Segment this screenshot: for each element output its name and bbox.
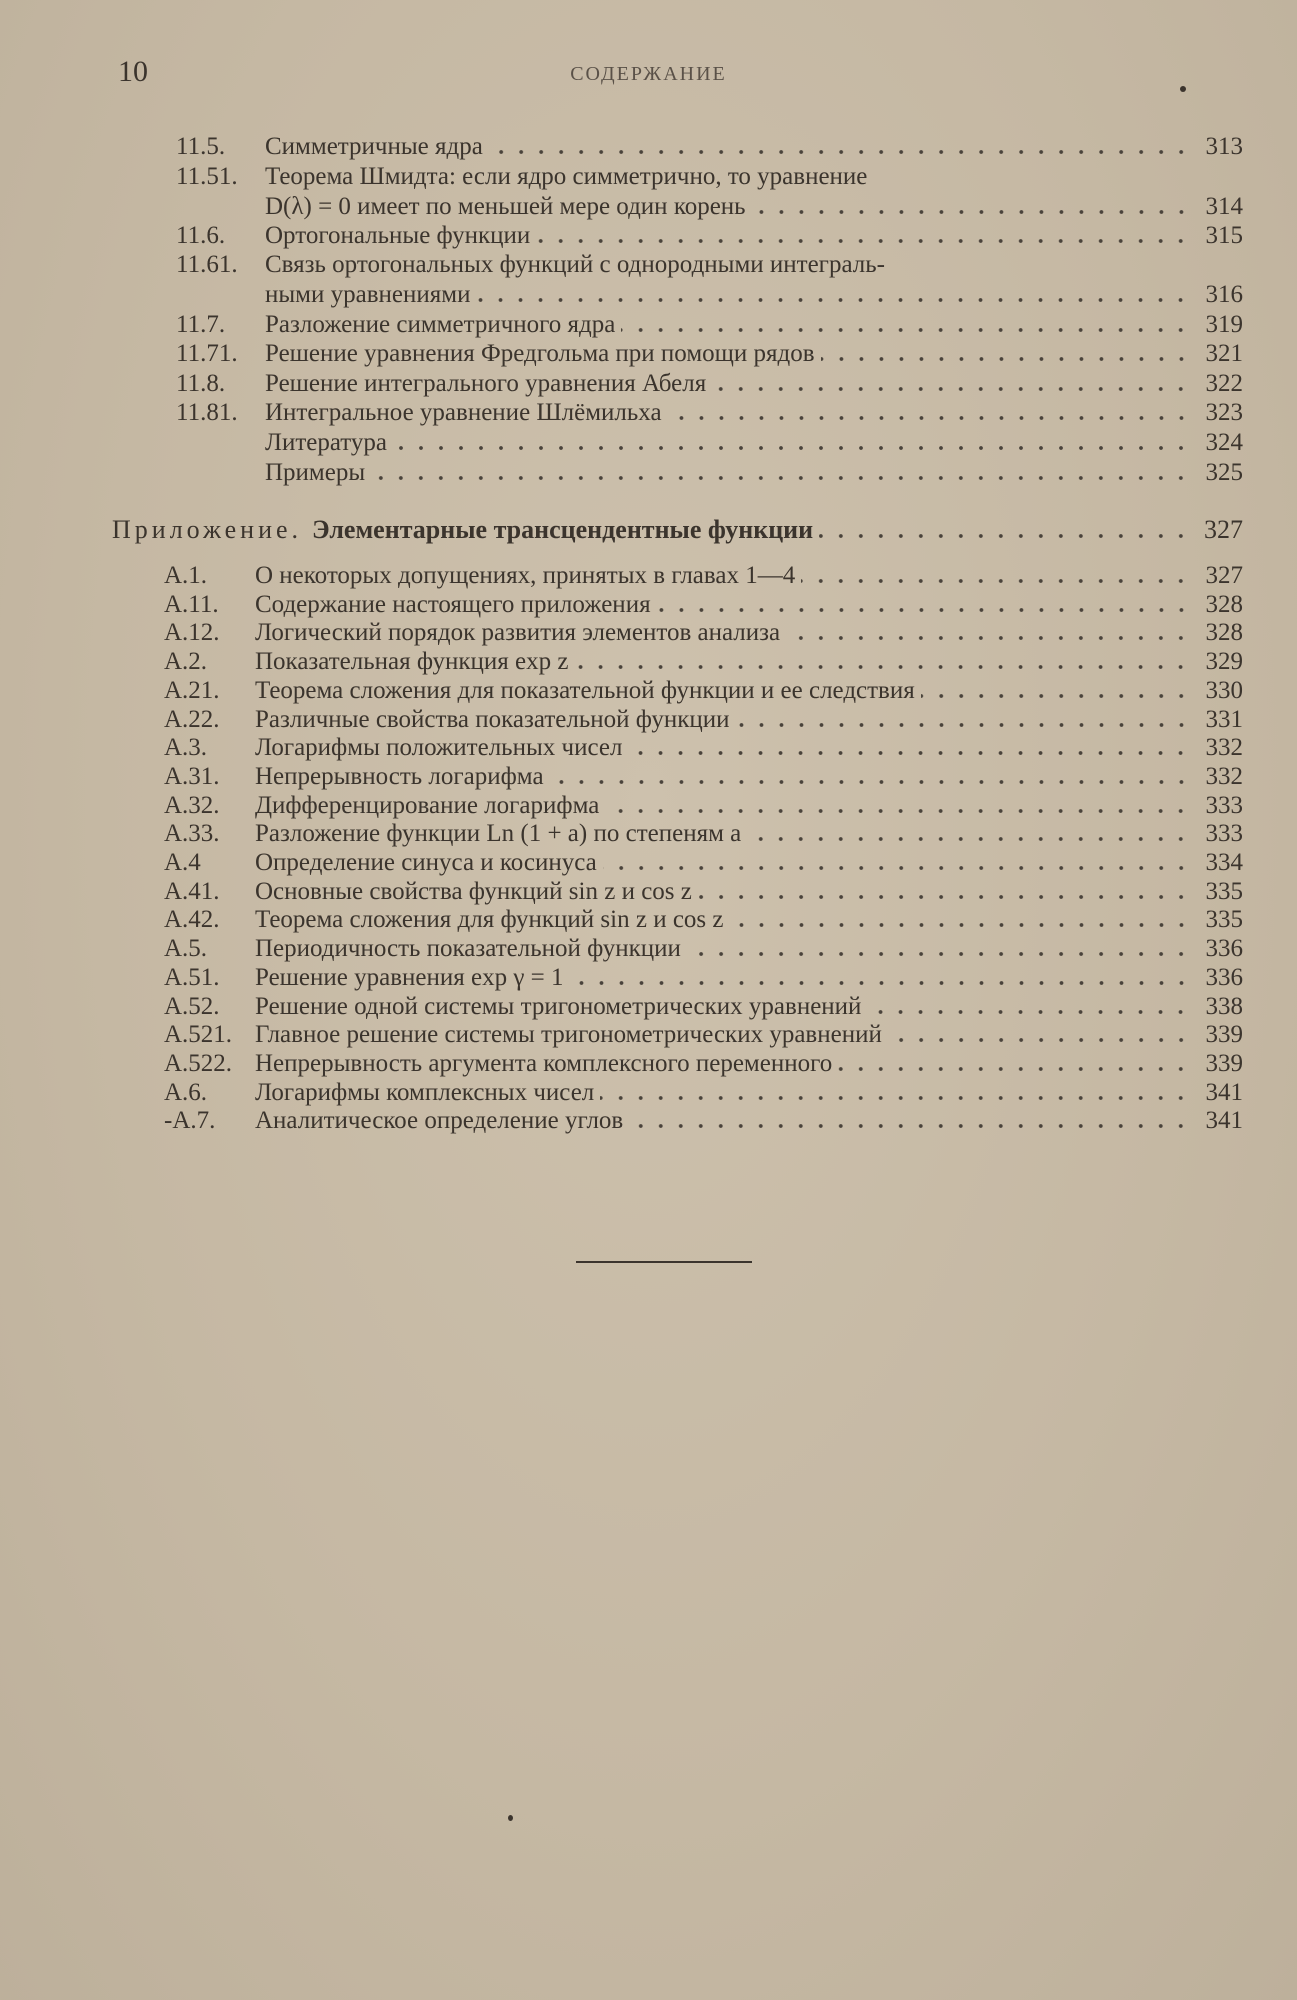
paper-speck — [508, 1815, 513, 1821]
leader-dots — [747, 836, 1191, 842]
toc-entry — [164, 1078, 1243, 1108]
leader-dots — [698, 894, 1191, 900]
entry-title — [265, 398, 1243, 428]
leader-dots — [570, 980, 1192, 986]
entry-page: 328 — [1205, 619, 1243, 647]
entry-title-line — [265, 428, 1243, 458]
entry-number: А.51. — [164, 963, 220, 991]
entry-page: 331 — [1205, 705, 1243, 733]
entry-page: 339 — [1205, 1049, 1243, 1077]
entry-number: А.12. — [164, 619, 220, 647]
appendix-page: 327 — [1204, 515, 1243, 544]
entry-title-text: Периодичность показательной функции — [255, 935, 681, 963]
entry-title-line — [255, 1049, 1243, 1079]
appendix-heading — [112, 514, 1243, 546]
entry-number: 11.81. — [176, 399, 238, 427]
entry-title-line — [255, 647, 1243, 677]
entry-title — [255, 733, 1243, 763]
entry-title — [255, 905, 1243, 935]
entry-title — [265, 132, 1243, 162]
entry-number: А.42. — [164, 906, 220, 934]
leader-dots — [603, 865, 1191, 871]
leader-dots — [687, 951, 1191, 957]
running-header: СОДЕРЖАНИЕ — [570, 63, 727, 85]
entry-title-text: Связь ортогональных функций с однородными интеграль- — [265, 251, 885, 279]
entry-title-text: Логарифмы положительных чисел — [255, 734, 623, 762]
entry-title — [265, 428, 1243, 458]
entry-number: А.522. — [164, 1049, 233, 1077]
entry-title-line — [255, 762, 1243, 792]
leader-dots — [657, 607, 1191, 613]
entry-title-text: Показательная функция exp z — [255, 648, 569, 676]
toc-entry — [164, 992, 1243, 1022]
entry-title — [265, 339, 1243, 369]
leader-dots — [821, 356, 1191, 362]
entry-title-line — [265, 339, 1243, 369]
toc-entry — [164, 963, 1243, 993]
toc-entry — [164, 905, 1243, 935]
entry-title-text: Интегральное уравнение Шлёмильха — [265, 399, 662, 427]
entry-title-line — [255, 733, 1243, 763]
entry-title-text: Решение интегрального уравнения Абеля — [265, 369, 707, 397]
entry-title-line — [265, 192, 1243, 222]
entry-page: 325 — [1205, 458, 1243, 486]
entry-number: 11.8. — [176, 369, 226, 397]
entry-page: 330 — [1205, 676, 1243, 704]
entry-number: А.22. — [164, 705, 220, 733]
leader-dots — [621, 327, 1191, 333]
entry-page: 313 — [1205, 133, 1243, 160]
appendix-title: Элементарные трансцендентные функции — [312, 515, 814, 544]
entry-page: 341 — [1205, 1107, 1243, 1135]
entry-number: А.3. — [164, 734, 208, 762]
leader-dots — [752, 209, 1191, 215]
entry-page: 336 — [1205, 963, 1243, 991]
page-number: 10 — [118, 55, 148, 88]
entry-page: 319 — [1205, 310, 1243, 338]
entry-title — [255, 791, 1243, 821]
entry-title — [255, 762, 1243, 792]
entry-number: 11.51. — [176, 162, 238, 190]
entry-title-text: D(λ) = 0 имеет по меньшей мере один корень — [265, 192, 746, 220]
entry-title-text: Литература — [265, 429, 387, 456]
entry-title-line — [255, 934, 1243, 964]
entry-title — [255, 848, 1243, 878]
entry-title-line — [265, 221, 1243, 251]
entry-page: 341 — [1205, 1078, 1243, 1106]
entry-page: 314 — [1205, 192, 1243, 220]
entry-number: 11.7. — [176, 310, 226, 338]
entry-title — [265, 458, 1243, 488]
entry-number: А.1. — [164, 562, 208, 589]
toc-entry — [164, 676, 1243, 706]
toc-entry — [164, 762, 1243, 792]
entry-title — [255, 877, 1243, 907]
entry-number: А.31. — [164, 762, 220, 790]
leader-dots — [867, 1009, 1191, 1015]
entry-title — [255, 676, 1243, 706]
entry-title-text: Главное решение системы тригонометрических уравнений — [255, 1021, 882, 1049]
leader-dots — [371, 475, 1191, 481]
entry-title — [255, 647, 1243, 677]
entry-title-line — [255, 618, 1243, 648]
entry-title-line — [255, 705, 1243, 735]
entry-number: А.2. — [164, 648, 208, 676]
leader-dots — [921, 693, 1191, 699]
entry-number: А.5. — [164, 935, 208, 963]
entry-title-line — [255, 819, 1243, 849]
entry-page: 334 — [1205, 849, 1243, 876]
entry-page: 327 — [1205, 562, 1243, 589]
entry-title-line — [255, 590, 1243, 620]
entry-page: 332 — [1205, 762, 1243, 790]
entry-page: 339 — [1205, 1021, 1243, 1049]
entry-title — [255, 934, 1243, 964]
entry-title-line — [255, 877, 1243, 907]
entry-title-line — [265, 398, 1243, 428]
toc-entry — [164, 1020, 1243, 1050]
toc-entry — [164, 733, 1243, 763]
entry-title-text: Логический порядок развития элементов анализа — [255, 619, 781, 647]
entry-title-line — [265, 369, 1243, 399]
entry-title-line — [255, 848, 1243, 878]
entry-title-line — [265, 250, 1243, 280]
toc-entry — [164, 819, 1243, 849]
entry-title-text: Теорема Шмидта: если ядро симметрично, то уравнение — [265, 162, 868, 190]
entry-title-text: Непрерывность аргумента комплексного переменного — [255, 1049, 833, 1077]
toc-entry — [164, 934, 1243, 964]
end-rule — [576, 1261, 752, 1263]
entry-title — [255, 1020, 1243, 1050]
entry-page: 336 — [1205, 935, 1243, 963]
entry-title — [255, 590, 1243, 620]
leader-dots — [838, 1066, 1191, 1072]
toc-entry — [164, 590, 1243, 620]
entry-page: 322 — [1205, 369, 1243, 397]
toc-entry — [164, 1049, 1243, 1079]
entry-title-line — [265, 132, 1243, 162]
leader-dots — [888, 1037, 1191, 1043]
toc-entry — [164, 561, 1243, 591]
leader-dots — [550, 779, 1191, 785]
entry-page: 329 — [1205, 648, 1243, 676]
toc-entry — [164, 618, 1243, 648]
entry-title — [255, 1049, 1243, 1079]
entry-title-text: Решение одной системы тригонометрических уравнений — [255, 992, 862, 1020]
entry-title-text: Теорема сложения для функций sin z и cos z — [255, 906, 724, 934]
leader-dots — [600, 1095, 1191, 1101]
entry-number: А.21. — [164, 676, 220, 704]
entry-title-line — [265, 310, 1243, 340]
entry-number: А.52. — [164, 992, 220, 1020]
entry-title-line — [265, 458, 1243, 488]
toc-entry — [164, 647, 1243, 677]
entry-title-text: Содержание настоящего приложения — [255, 590, 651, 618]
entry-page: 335 — [1205, 877, 1243, 905]
toc-entry — [176, 369, 1243, 399]
paper-speck — [1180, 86, 1186, 92]
entry-number: 11.61. — [176, 251, 238, 279]
entry-number: А.521. — [164, 1021, 233, 1049]
entry-title-text: Решение уравнения Фредгольма при помощи рядов — [265, 340, 815, 368]
toc-entry — [176, 398, 1243, 428]
toc-entry — [176, 132, 1243, 162]
entry-title-text: Логарифмы комплексных чисел — [255, 1078, 595, 1106]
entry-title-line — [255, 1106, 1243, 1136]
leader-dots — [801, 578, 1191, 584]
entry-number: 11.5. — [176, 133, 226, 160]
entry-title-line — [265, 280, 1243, 310]
entry-title-text: Симметричные ядра — [265, 133, 483, 160]
leader-dots — [605, 808, 1191, 814]
entry-title-text: Различные свойства показательной функции — [255, 705, 730, 733]
leader-dots — [819, 533, 1191, 539]
toc-entry — [176, 428, 1243, 458]
leader-dots — [629, 1123, 1191, 1129]
entry-title-line — [255, 676, 1243, 706]
toc-entry — [176, 162, 1243, 222]
leader-dots — [712, 386, 1191, 392]
entry-title-line — [255, 791, 1243, 821]
entry-title-text: Примеры — [265, 458, 366, 486]
entry-title — [255, 1106, 1243, 1136]
entry-title-text: Разложение функции Ln (1 + a) по степеням a — [255, 820, 742, 848]
leader-dots — [574, 664, 1191, 670]
entry-title — [255, 561, 1243, 591]
entry-title-line — [255, 905, 1243, 935]
entry-title — [255, 1078, 1243, 1108]
entry-title — [255, 819, 1243, 849]
toc-entry — [164, 848, 1243, 878]
entry-title-text: ными уравнениями — [265, 281, 471, 309]
leader-dots — [476, 297, 1191, 303]
entry-title — [255, 992, 1243, 1022]
entry-title-text: Решение уравнения exp γ = 1 — [255, 963, 564, 991]
entry-page: 316 — [1205, 281, 1243, 309]
entry-title-line — [255, 992, 1243, 1022]
leader-dots — [489, 149, 1191, 155]
entry-title — [265, 162, 1243, 222]
toc-entry — [176, 458, 1243, 488]
leader-dots — [393, 445, 1191, 451]
entry-number: А.41. — [164, 877, 220, 905]
leader-dots — [786, 635, 1191, 641]
entry-title-line — [255, 1078, 1243, 1108]
toc-entry — [164, 705, 1243, 735]
entry-number: 11.6. — [176, 221, 226, 249]
toc-entry — [164, 791, 1243, 821]
entry-title-text: Непрерывность логарифма — [255, 762, 544, 790]
entry-title — [265, 250, 1243, 310]
entry-page: 335 — [1205, 906, 1243, 934]
entry-title-line — [255, 1020, 1243, 1050]
toc-entry — [176, 250, 1243, 310]
entry-number: А.33. — [164, 820, 220, 848]
entry-page: 315 — [1205, 221, 1243, 249]
entry-page: 332 — [1205, 734, 1243, 762]
entry-title-text: Аналитическое определение углов — [255, 1107, 624, 1135]
toc-entry — [176, 221, 1243, 251]
entry-page: 323 — [1205, 399, 1243, 427]
entry-title-text: Теорема сложения для показательной функции и ее следствия — [255, 676, 915, 704]
entry-number: А.6. — [164, 1078, 208, 1106]
toc-entry — [176, 339, 1243, 369]
entry-number: А.4 — [164, 849, 201, 876]
entry-title-text: О некоторых допущениях, принятых в главах 1—4 — [255, 562, 796, 589]
toc-entry — [164, 1106, 1243, 1136]
leader-dots — [736, 722, 1192, 728]
entry-page: 321 — [1205, 340, 1243, 368]
entry-number: 11.71. — [176, 340, 238, 368]
entry-number: -А.7. — [164, 1107, 216, 1135]
leader-dots — [730, 922, 1191, 928]
entry-title — [265, 310, 1243, 340]
entry-page: 328 — [1205, 590, 1243, 618]
leader-dots — [628, 750, 1191, 756]
toc-entry — [176, 310, 1243, 340]
leader-dots — [668, 415, 1191, 421]
appendix-label: Приложение. — [112, 515, 303, 544]
entry-title — [255, 705, 1243, 735]
entry-title — [265, 369, 1243, 399]
entry-number: А.32. — [164, 791, 220, 819]
entry-page: 333 — [1205, 791, 1243, 819]
entry-number: А.11. — [164, 590, 219, 618]
entry-title — [255, 963, 1243, 993]
entry-title-line — [255, 561, 1243, 591]
entry-page: 333 — [1205, 820, 1243, 848]
entry-title-line — [255, 963, 1243, 993]
toc-entry — [164, 877, 1243, 907]
entry-title-text: Основные свойства функций sin z и cos z — [255, 877, 692, 905]
entry-title-text: Разложение симметричного ядра — [265, 310, 616, 338]
entry-title-line — [265, 162, 1243, 192]
entry-page: 338 — [1205, 992, 1243, 1020]
entry-title — [265, 221, 1243, 251]
entry-page: 324 — [1205, 429, 1243, 456]
entry-title-text: Определение синуса и косинуса — [255, 849, 597, 876]
entry-title — [255, 618, 1243, 648]
entry-title-text: Ортогональные функции — [265, 221, 531, 249]
leader-dots — [536, 238, 1191, 244]
entry-title-text: Дифференцирование логарифма — [255, 791, 600, 819]
